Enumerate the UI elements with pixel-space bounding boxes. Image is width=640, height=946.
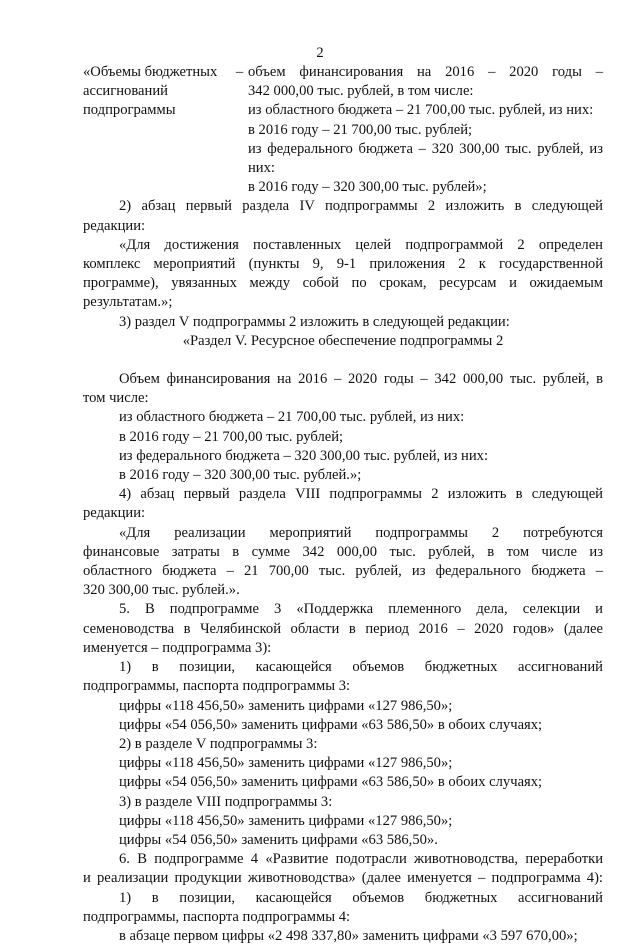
paragraph-line: из областного бюджета – 21 700,00 тыс. рублей, из них: (119, 409, 465, 426)
paragraph-line: 5. В подпрограмме 3 «Поддержка племенного дела, селекции и (119, 601, 603, 618)
passport-value-line: 342 000,00 тыс. рублей, в том числе: (248, 83, 474, 100)
paragraph-line: 1) в позиции, касающейся объемов бюджетных ассигнований (119, 659, 603, 676)
paragraph-line: 3) в разделе VIII подпрограммы 3: (119, 793, 333, 810)
paragraph-line: в 2016 году – 21 700,00 тыс. рублей; (119, 428, 344, 445)
paragraph-line: областного бюджета – 21 700,00 тыс. рублей, из федерального бюджета – (83, 563, 603, 580)
paragraph-line: редакции: (83, 217, 146, 234)
paragraph-line: 2) абзац первый раздела IV подпрограммы 2 изложить в следующей (119, 198, 603, 215)
paragraph-line: подпрограммы, паспорта подпрограммы 3: (83, 678, 351, 695)
passport-dash: – (235, 64, 244, 80)
paragraph-line: 3) раздел V подпрограммы 2 изложить в следующей редакции: (119, 313, 510, 330)
paragraph-line: цифры «54 056,50» заменить цифрами «63 586,50». (119, 831, 438, 848)
paragraph-line: цифры «118 456,50» заменить цифрами «127 986,50»; (119, 697, 453, 714)
paragraph-line: 4) абзац первый раздела VIII подпрограммы 2 изложить в следующей (119, 486, 603, 503)
paragraph-line: «Для реализации мероприятий подпрограммы 2 потребуются (119, 524, 603, 541)
passport-label-line: «Объемы бюджетных (83, 64, 218, 80)
paragraph-line: из федерального бюджета – 320 300,00 тыс. рублей, из них: (119, 447, 488, 464)
paragraph-line: цифры «118 456,50» заменить цифрами «127 986,50»; (119, 812, 453, 829)
paragraph-line: редакции: (83, 505, 146, 522)
paragraph-line: 1) в позиции, касающейся объемов бюджетных ассигнований (119, 889, 603, 906)
passport-position-value (248, 63, 603, 197)
paragraph-line: результатам.»; (83, 294, 173, 311)
paragraph-line: Объем финансирования на 2016 – 2020 годы – 342 000,00 тыс. рублей, в (119, 371, 603, 388)
paragraph-line: том числе: (83, 390, 149, 407)
section-heading: «Раздел V. Ресурсное обеспечение подпрограммы 2 (182, 332, 504, 349)
paragraph-line: цифры «54 056,50» заменить цифрами «63 586,50» в обоих случаях; (119, 716, 543, 733)
paragraph-line: и реализации продукции животноводства» (далее именуется – подпрограмма 4): (83, 870, 603, 887)
passport-value-line: объем финансирования на 2016 – 2020 годы – (248, 64, 603, 80)
paragraph-line: цифры «54 056,50» заменить цифрами «63 586,50» в обоих случаях; (119, 774, 543, 791)
passport-value-line: из областного бюджета – 21 700,00 тыс. рублей, из них: (248, 102, 594, 119)
paragraph-line: именуется – подпрограмма 3): (83, 639, 272, 656)
paragraph-line: комплекс мероприятий (пункты 9, 9-1 приложения 2 к государственной (83, 256, 603, 273)
paragraph-line: «Для достижения поставленных целей подпрограммой 2 определен (119, 236, 603, 253)
passport-value-line: в 2016 году – 320 300,00 тыс. рублей»; (248, 179, 487, 196)
passport-position-label (83, 63, 231, 197)
paragraph-line: в 2016 году – 320 300,00 тыс. рублей.»; (119, 467, 362, 484)
blank-line (83, 351, 603, 370)
paragraph-line: программе), увязанных между собой по срокам, ресурсам и ожидаемым (83, 275, 603, 292)
paragraph-line: в абзаце первом цифры «2 498 337,80» заменить цифрами «3 597 670,00»; (119, 927, 578, 944)
paragraph-line: 2) в разделе V подпрограммы 3: (119, 735, 318, 752)
document-body (83, 63, 603, 946)
passport-value-line: в 2016 году – 21 700,00 тыс. рублей; (248, 121, 473, 138)
passport-position-row (83, 63, 603, 197)
passport-label-line: ассигнований (83, 83, 168, 100)
passport-label-line: подпрограммы (83, 102, 176, 119)
passport-value-line: из федерального бюджета – 320 300,00 тыс. рублей, из (248, 140, 603, 157)
passport-value-line: них: (248, 160, 275, 177)
paragraph-line: 320 300,00 тыс. рублей.». (83, 582, 240, 599)
paragraph-line: 6. В подпрограмме 4 «Развитие подотрасли животноводства, переработки (119, 851, 603, 868)
paragraph-line: финансовые затраты в сумме 342 000,00 тыс. рублей, в том числе из (83, 543, 603, 560)
paragraph-line: цифры «118 456,50» заменить цифрами «127 986,50»; (119, 755, 453, 772)
paragraph-line: подпрограммы, паспорта подпрограммы 4: (83, 908, 351, 925)
paragraph-line: семеноводства в Челябинской области в период 2016 – 2020 годов» (далее (83, 620, 603, 637)
page-number: 2 (316, 45, 324, 61)
